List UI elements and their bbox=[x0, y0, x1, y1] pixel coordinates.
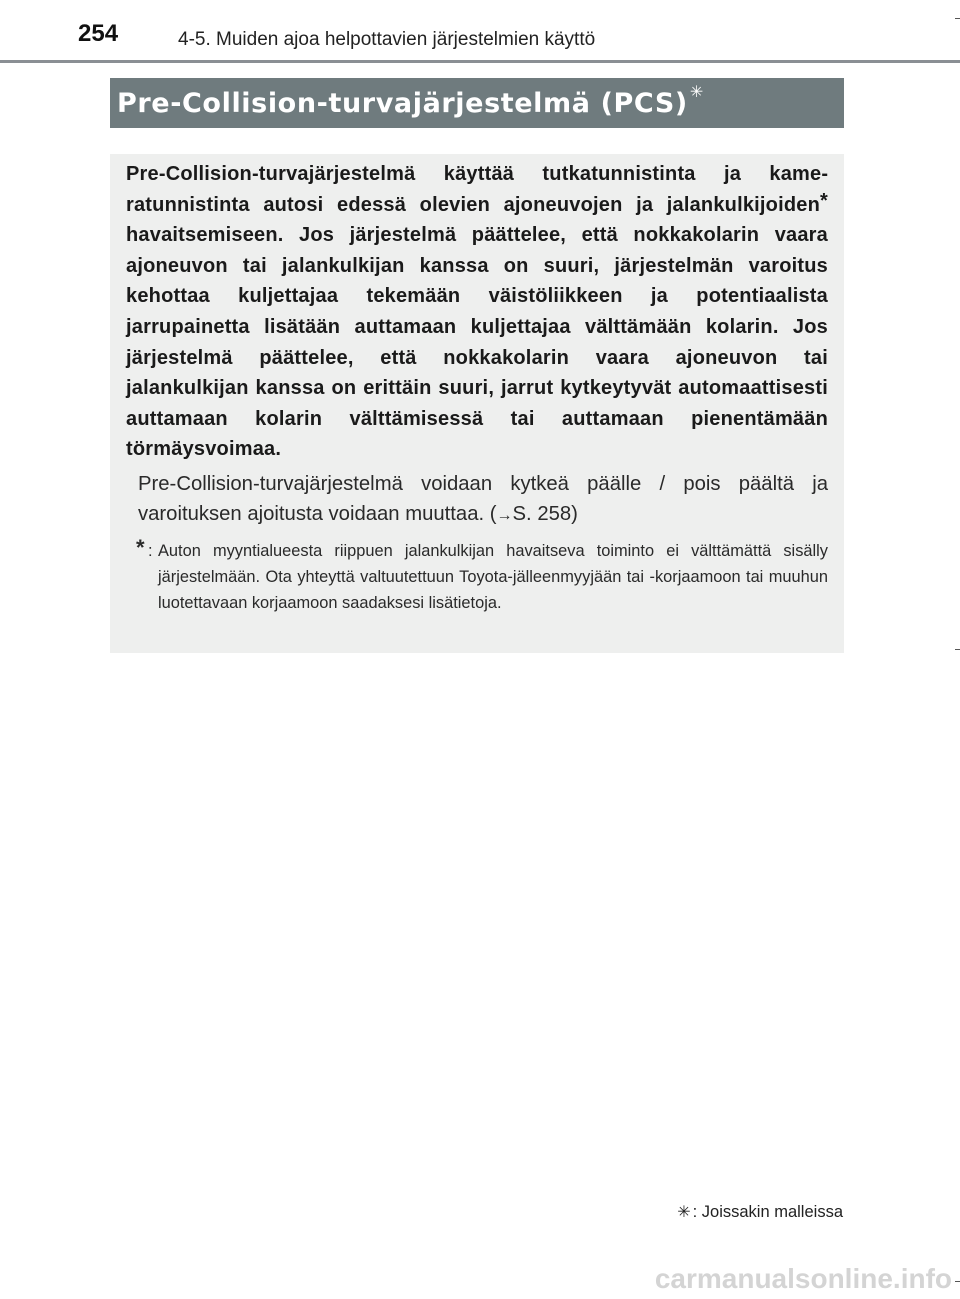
arrow-icon: → bbox=[496, 507, 513, 525]
footnote bbox=[136, 534, 828, 616]
footnote-colon: : bbox=[148, 541, 153, 560]
model-availability-note bbox=[677, 1202, 843, 1222]
title-asterisk-icon: ✳ bbox=[689, 81, 704, 101]
page-reference-link[interactable]: S. 258) bbox=[512, 503, 578, 526]
footnote-text: Auton myyntialueesta riippuen jalankulkijan havaitseva toiminto ei välttämättä sisälly järjestelmään. Ota yhteyttä valtuutettuun Toyota-jälleenmyyjään tai -korjaamoon tai muuhun luotettavaan korjaamoon saadaksesi lisätietoja. bbox=[158, 541, 828, 612]
content-box bbox=[110, 154, 844, 653]
section-path: 4-5. Muiden ajoa helpottavien järjestelmien käyttö bbox=[178, 29, 596, 50]
intro-paragraph bbox=[126, 159, 828, 465]
intro-text-part1: Pre-Collision-turvajärjestelmä käyttää tutkatunnistinta ja kameratunnistinta autosi edessä olevien ajoneuvojen ja jalankulkijoiden bbox=[126, 163, 828, 216]
crop-mark bbox=[955, 1281, 960, 1282]
crop-mark bbox=[955, 649, 960, 650]
info-paragraph bbox=[138, 469, 828, 532]
intro-asterisk: * bbox=[820, 189, 828, 212]
section-title-bar bbox=[110, 78, 844, 128]
page-number: 254 bbox=[78, 20, 119, 47]
asterisk-icon: ✳ bbox=[677, 1204, 691, 1221]
header-rule bbox=[0, 60, 960, 63]
intro-text-part2: havaitsemiseen. Jos järjestelmä päättelee, että nokkakolarin vaara ajoneuvon tai jalankulkijan kanssa on suuri, järjestelmän varoitus kehottaa kuljettajaa tekemään väistöliikkeen ja potentiaalista jarrupainetta lisätään auttamaan kuljettajaa välttämään kolarin. Jos järjestelmä päättelee, että nokkakolarin vaara ajoneuvon tai jalankulkijan kanssa on erittäin suuri, jarrut kytkeytyvät automaattisesti auttamaan kolarin välttämisessä tai auttamaan pienentämään törmäysvoimaa. bbox=[126, 224, 828, 461]
footnote-asterisk: * bbox=[136, 534, 145, 560]
section-title: Pre-Collision-turvajärjestelmä (PCS) bbox=[117, 87, 688, 119]
watermark: carmanualsonline.info bbox=[654, 1263, 952, 1294]
info-text: Pre-Collision-turvajärjestelmä voidaan kytkeä päälle / pois päältä ja varoituksen ajoitusta voidaan muuttaa. ( bbox=[138, 472, 828, 526]
crop-mark bbox=[955, 18, 960, 19]
model-availability-text: : Joissakin malleissa bbox=[692, 1203, 843, 1221]
